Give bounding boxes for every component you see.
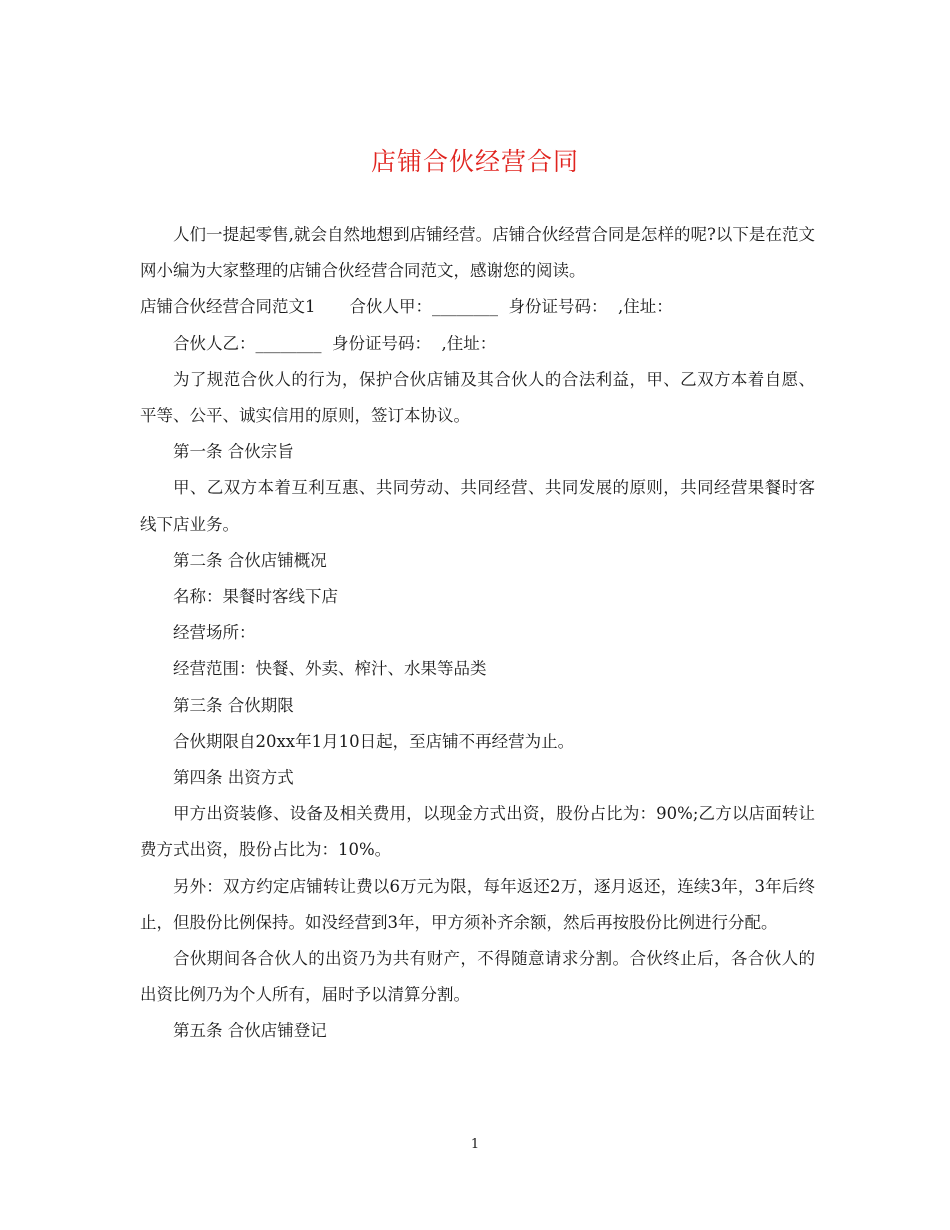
article4-text2: 另外：双方约定店铺转让费以6万元为限，每年返还2万，逐月返还，连续3年，3年后终止，但股份比例保持。如没经营到3年，甲方须补齐余额，然后再按股份比例进行分配。 xyxy=(140,876,815,932)
partner-a-address-label: ,住址： xyxy=(618,297,673,317)
partner-b-id-label: 身份证号码： xyxy=(332,333,431,353)
article2-heading: 第二条 合伙店铺概况 xyxy=(173,550,327,570)
partner-a-id-label: 身份证号码： xyxy=(508,297,608,317)
article1-text: 甲、乙双方本着互利互惠、共同劳动、共同经营、共同发展的原则，共同经营果餐时客线下店业务。 xyxy=(140,478,815,534)
document-body xyxy=(140,217,815,1050)
partner-b-line xyxy=(140,326,815,362)
page-number: 1 xyxy=(470,1137,480,1152)
article3-heading: 第三条 合伙期限 xyxy=(173,695,294,715)
article3-text: 合伙期限自20xx年1月10日起，至店铺不再经营为止。 xyxy=(173,731,575,751)
partner-a-blank: ________ xyxy=(432,297,498,317)
document-title: 店铺合伙经营合同 xyxy=(370,147,579,176)
article2-name: 名称：果餐时客线下店 xyxy=(173,587,338,607)
partner-a-line xyxy=(140,289,815,325)
preamble-paragraph: 为了规范合伙人的行为，保护合伙店铺及其合伙人的合法利益，甲、乙双方本着自愿、平等、公平、诚实信用的原则，签订本协议。 xyxy=(140,369,815,426)
partner-b-label: 合伙人乙： xyxy=(173,333,256,353)
article4-text1: 甲方出资装修、设备及相关费用，以现金方式出资，股份占比为：90%;乙方以店面转让费方式出资，股份占比为：10%。 xyxy=(140,804,815,860)
intro-paragraph: 人们一提起零售,就会自然地想到店铺经营。店铺合伙经营合同是怎样的呢?以下是在范文网小编为大家整理的店铺合伙经营合同范文，感谢您的阅读。 xyxy=(140,225,815,281)
article4-text3: 合伙期间各合伙人的出资乃为共有财产，不得随意请求分割。合伙终止后，各合伙人的出资比例乃为个人所有，届时予以清算分割。 xyxy=(140,949,815,1005)
article5-heading: 第五条 合伙店铺登记 xyxy=(173,1021,327,1041)
article4-heading: 第四条 出资方式 xyxy=(173,768,294,788)
sample-label: 店铺合伙经营合同范文1 xyxy=(140,297,316,317)
partner-b-address-label: ,住址： xyxy=(441,333,497,353)
article1-heading: 第一条 合伙宗旨 xyxy=(173,442,294,462)
article2-scope: 经营范围：快餐、外卖、榨汁、水果等品类 xyxy=(173,659,487,679)
partner-b-blank: ________ xyxy=(255,333,322,353)
article2-place: 经营场所： xyxy=(173,623,256,643)
partner-a-label: 合伙人甲： xyxy=(349,297,432,317)
